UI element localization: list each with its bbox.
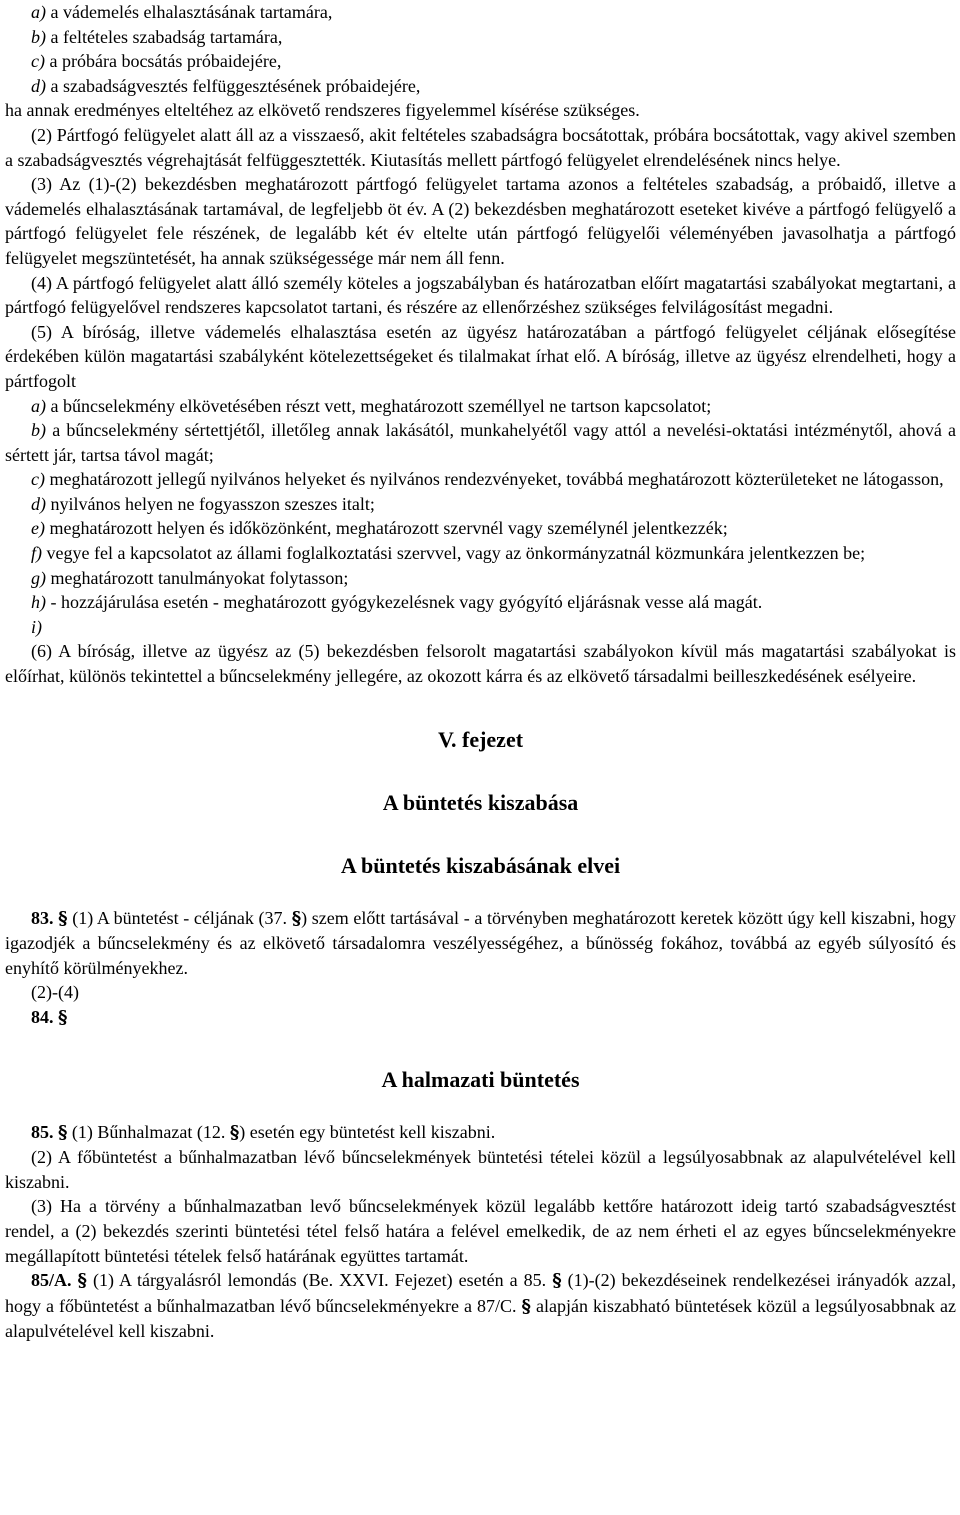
- list-item: [5, 615, 956, 640]
- section-text: alapján kiszabható büntetések közül a legsúlyosabbnak az alapulvételével kell kiszabni.: [5, 1295, 956, 1342]
- item-label: g): [31, 567, 46, 588]
- paragraph-3: (3) Az (1)-(2) bekezdésben meghatározott pártfogó felügyelet tartama azonos a feltételes szabadság, a próbaidő, illetve a vádemelés elhalasztásának tartamával, de legfeljebb öt év. A (2) bekezdésben meghatározott eseteket kivéve a pártfogó felügyelő a pártfogó felügyelet fele részének, de legalább két év eltelte után pártfogó felügyelői véleményében javasolhatja a pártfogó felügyelet megszüntetését, ha annak szükségessége már nem áll fenn.: [5, 174, 956, 268]
- section-83: [5, 906, 956, 981]
- intro-list-end: ha annak eredményes elteltéhez az elkövető rendszeres figyelemmel kísérése szükséges.: [5, 100, 640, 121]
- list-item: [5, 590, 956, 615]
- section-sign: §: [58, 1007, 68, 1028]
- list-item: [5, 492, 956, 517]
- section-83-rest: (2)-(4): [31, 982, 79, 1003]
- paragraph-5-list: [5, 394, 956, 640]
- paragraph-2: (2) Pártfogó felügyelet alatt áll az a visszaeső, akit feltételes szabadságra bocsátottak, próbára bocsátottak, vagy akivel szemben a szabadságvesztés végrehajtását felfüggesztették. Kiutasítás mellett pártfogó felügyelet elrendelésének nincs helye.: [5, 124, 956, 170]
- item-label: h): [31, 592, 46, 613]
- list-item: [5, 541, 956, 566]
- section-sign: §: [58, 1121, 68, 1143]
- item-label: b): [31, 26, 46, 47]
- item-text: vegye fel a kapcsolatot az állami foglalkoztatási szervvel, vagy az önkormányzatnál közmunkára jelentkezzen be;: [42, 543, 866, 564]
- item-label: i): [31, 616, 42, 637]
- intro-item-c: [5, 49, 956, 74]
- paragraph-6: (6) A bíróság, illetve az ügyész az (5) bekezdésben felsorolt magatartási szabályokon kívül más magatartási szabályokat is előírhat, különös tekintettel a bűncselekmény jellegére, az okozott kárra és az elkövető társadalmi beilleszkedésének esélyeire.: [5, 641, 956, 687]
- paragraph-5: (5) A bíróság, illetve vádemelés elhalasztása esetén az ügyész határozatában a pártfogó felügyelet céljának elősegítése érdekében külön magatartási szabályként kötelezettségeket és tilalmakat írhat elő. A bíróság, illetve az ügyész elrendelheti, hogy a pártfogolt: [5, 321, 956, 391]
- subsection-title: A büntetés kiszabásának elvei: [340, 852, 621, 878]
- paragraph-4: (4) A pártfogó felügyelet alatt álló személy köteles a jogszabályban és határozatban előírt magatartási szabályokat megtartani, a pártfogó felügyelővel rendszeres kapcsolatot tartani, és részére az ellenőrzéshez szükséges felvilágosítást megadni.: [5, 272, 956, 318]
- list-item: [5, 516, 956, 541]
- list-item: [5, 394, 956, 419]
- section-text: ) szem előtt tartásával - a törvényben meghatározott keretek között úgy kell kiszabni, hogy igazodjék a bűncselekmény és az elkövető társadalomra veszélyességéhez, a bűnösség fokához, továbbá az egyéb súlyosító és enyhítő körülményekhez.: [5, 907, 957, 978]
- section-number: 84.: [31, 1007, 54, 1027]
- section-number: 83.: [31, 907, 54, 928]
- section-title: A büntetés kiszabása: [382, 789, 579, 815]
- intro-item-d: [5, 74, 956, 99]
- item-label: a): [31, 2, 46, 22]
- section-sign: §: [291, 907, 302, 929]
- item-text: a szabadságvesztés felfüggesztésének próbaidejére,: [46, 75, 421, 96]
- section-sign: §: [552, 1270, 562, 1292]
- item-text: a bűncselekmény elkövetésében részt vett, meghatározott személlyel ne tartson kapcsolatot;: [46, 395, 712, 416]
- section-85a: [5, 1268, 956, 1344]
- section-85-paragraph-2: (2) A főbüntetést a bűnhalmazatban lévő bűncselekmények büntetési tételei közül a legsúlyosabbnak az alapulvételével kell kiszabni.: [5, 1147, 956, 1192]
- item-text: - hozzájárulása esetén - meghatározott gyógykezelésnek vagy gyógyító eljárásnak vesse alá magát.: [46, 592, 763, 613]
- list-item: [5, 467, 956, 492]
- section-sign: §: [229, 1121, 240, 1143]
- item-text: a vádemelés elhalasztásának tartamára,: [46, 2, 333, 22]
- list-item: [5, 418, 956, 467]
- item-text: a bűncselekmény sértettjétől, illetőleg annak lakásától, munkahelyétől vagy attól a nevelési-oktatási intézménytől, ahová a sértett jár, tartsa távol magát;: [5, 420, 956, 465]
- item-label: a): [31, 395, 46, 416]
- section-text: (1)-(2) bekezdéseinek rendelkezései irányadók azzal, hogy a főbüntetést a bűnhalmazatban lévő bűncselekményekre a 87/C.: [5, 1270, 957, 1316]
- item-label: e): [31, 518, 45, 539]
- section-sign: §: [58, 907, 68, 929]
- item-text: meghatározott helyen és időközönként, meghatározott szervnél vagy személynél jelentkezzék;: [44, 518, 728, 539]
- section-85: [5, 1120, 956, 1146]
- section-text: (1) A tárgyalásról lemondás (Be. XXVI. Fejezet) esetén a 85.: [86, 1270, 553, 1291]
- list-item: [5, 566, 956, 591]
- chapter-heading: V. fejezet: [437, 726, 524, 752]
- section-sign: §: [77, 1270, 87, 1292]
- item-label: f): [31, 543, 42, 564]
- section-number: 85.: [31, 1121, 54, 1142]
- item-text: a feltételes szabadság tartamára,: [46, 26, 283, 47]
- item-text: meghatározott tanulmányokat folytasson;: [46, 567, 349, 588]
- section-number: 85/A.: [31, 1270, 72, 1291]
- item-label: d): [31, 75, 46, 96]
- item-label: c): [31, 469, 45, 490]
- item-text: nyilvános helyen ne fogyasszon szeszes italt;: [46, 493, 375, 514]
- item-label: b): [31, 420, 46, 441]
- intro-list: [5, 0, 956, 123]
- section-85-paragraph-3: (3) Ha a törvény a bűnhalmazatban levő bűncselekmények közül legalább kettőre határozott ideig tartó szabadságvesztést rendel, a (2) bekezdés szerinti büntetési tétel felső határa a felével emelkedik, de az nem érheti el az egyes bűncselekményekre megállapított büntetési tételek felső határának együttes tartamát.: [5, 1196, 956, 1266]
- item-label: d): [31, 493, 46, 514]
- section-text: ) esetén egy büntetést kell kiszabni.: [239, 1121, 496, 1142]
- section-sign: §: [521, 1295, 531, 1317]
- subsection-title: A halmazati büntetés: [381, 1066, 580, 1092]
- section-text: (1) A büntetést - céljának (37.: [67, 907, 292, 928]
- intro-item-a: [5, 0, 956, 25]
- section-84: [5, 1005, 956, 1031]
- item-text: a próbára bocsátás próbaidejére,: [44, 51, 282, 72]
- intro-item-b: [5, 25, 956, 50]
- item-label: c): [31, 51, 45, 72]
- item-text: meghatározott jellegű nyilvános helyeket és nyilvános rendezvényeket, továbbá meghatározott közterületeket ne látogasson,: [44, 469, 944, 490]
- section-text: (1) Bűnhalmazat (12.: [67, 1121, 230, 1142]
